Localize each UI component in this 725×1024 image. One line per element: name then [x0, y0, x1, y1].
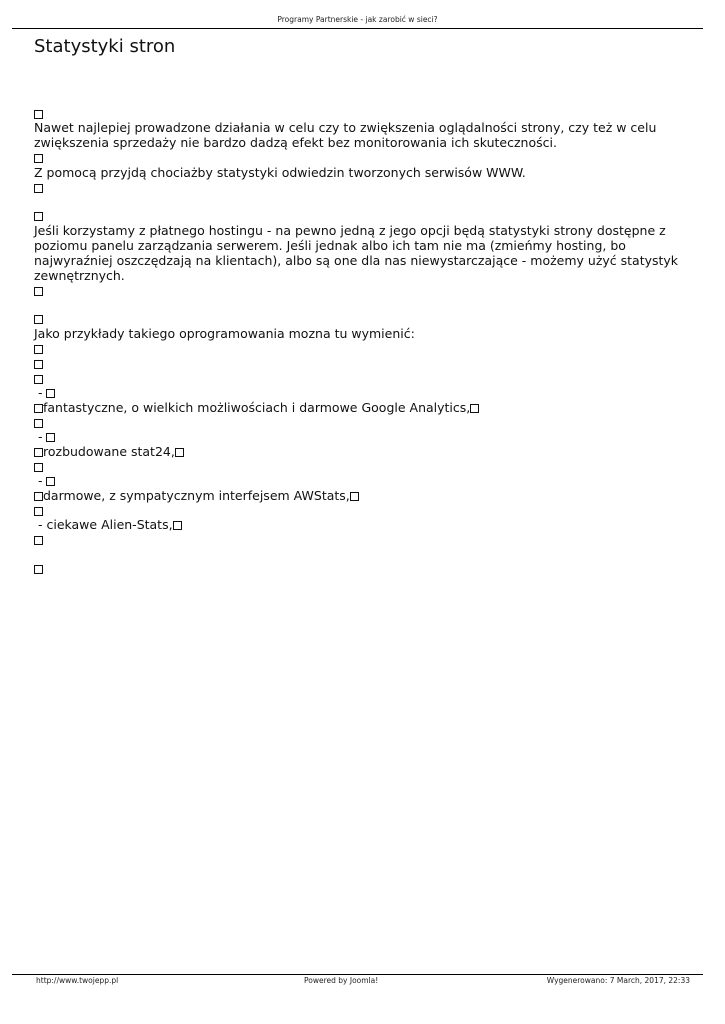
list-item — [34, 503, 43, 518]
list-item — [34, 283, 43, 298]
header-divider — [12, 28, 703, 29]
square-glyph-icon — [34, 463, 43, 472]
square-glyph-icon — [34, 184, 43, 193]
square-glyph-icon — [34, 360, 43, 369]
footer-powered-by: Powered by Joomla! — [304, 976, 379, 985]
paragraph-line: Z pomocą przyjdą chociażby statystyki odwiedzin tworzonych serwisów WWW. — [34, 165, 526, 180]
list-item — [34, 517, 182, 532]
list-item — [34, 106, 43, 121]
list-item — [34, 385, 55, 400]
square-glyph-icon — [34, 565, 43, 574]
paragraph-line: zwiększenia sprzedaży nie bardzo dadzą efekt bez monitorowania ich skuteczności. — [34, 135, 557, 150]
paragraph-line: zewnętrznych. — [34, 268, 125, 283]
dash-text: - — [37, 429, 43, 444]
square-glyph-icon — [46, 433, 55, 442]
list-item — [34, 371, 43, 386]
list-item — [34, 208, 43, 223]
list-item — [34, 429, 55, 444]
list-item — [34, 400, 479, 415]
square-glyph-icon — [34, 110, 43, 119]
square-glyph-icon — [34, 536, 43, 545]
list-item — [34, 444, 184, 459]
square-glyph-icon — [46, 477, 55, 486]
list-item-label: fantastyczne, o wielkich możliwościach i darmowe Google Analytics, — [43, 400, 471, 415]
list-item — [34, 561, 43, 576]
square-glyph-icon — [175, 448, 184, 457]
square-glyph-icon — [34, 507, 43, 516]
footer-generated-date: Wygenerowano: 7 March, 2017, 22:33 — [546, 976, 690, 985]
page-header-title: Programy Partnerskie - jak zarobić w sieci? — [277, 15, 438, 24]
paragraph-line: Nawet najlepiej prowadzone działania w celu czy to zwiększenia oglądalności strony, czy też w celu — [34, 120, 657, 135]
list-item-label: darmowe, z sympatycznym interfejsem AWStats, — [43, 488, 350, 503]
square-glyph-icon — [34, 315, 43, 324]
square-glyph-icon — [46, 389, 55, 398]
list-item — [34, 341, 43, 356]
list-item — [34, 459, 43, 474]
list-item — [34, 180, 43, 195]
list-item-label: rozbudowane stat24, — [43, 444, 175, 459]
paragraph-line: poziomu panelu zarządzania serwerem. Jeśli jednak albo ich tam nie ma (zmieńmy hosting, bo — [34, 238, 626, 253]
list-item — [34, 415, 43, 430]
dash-text: - — [37, 473, 43, 488]
square-glyph-icon — [470, 404, 479, 413]
square-glyph-icon — [34, 492, 43, 501]
paragraph-line: Jako przykłady takiego oprogramowania mozna tu wymienić: — [34, 326, 415, 341]
square-glyph-icon — [34, 154, 43, 163]
square-glyph-icon — [34, 345, 43, 354]
list-item — [34, 532, 43, 547]
dash-text: - — [37, 385, 43, 400]
footer-divider — [12, 974, 703, 975]
list-item — [34, 150, 43, 165]
square-glyph-icon — [350, 492, 359, 501]
square-glyph-icon — [34, 419, 43, 428]
paragraph-line: Jeśli korzystamy z płatnego hostingu - na pewno jedną z jego opcji będą statystyki strony dostępne z — [34, 223, 666, 238]
square-glyph-icon — [173, 521, 182, 530]
article-title: Statystyki stron — [34, 36, 176, 57]
square-glyph-icon — [34, 404, 43, 413]
list-item-label: - ciekawe Alien-Stats, — [37, 517, 173, 532]
list-item — [34, 356, 43, 371]
list-item — [34, 488, 359, 503]
paragraph-line: najwyraźniej oszczędzają na klientach), albo są one dla nas niewystarczające - możemy użyć statystyk — [34, 253, 679, 268]
list-item — [34, 311, 43, 326]
square-glyph-icon — [34, 287, 43, 296]
square-glyph-icon — [34, 375, 43, 384]
square-glyph-icon — [34, 212, 43, 221]
footer-url[interactable]: http://www.twojepp.pl — [36, 976, 119, 985]
list-item — [34, 473, 55, 488]
square-glyph-icon — [34, 448, 43, 457]
